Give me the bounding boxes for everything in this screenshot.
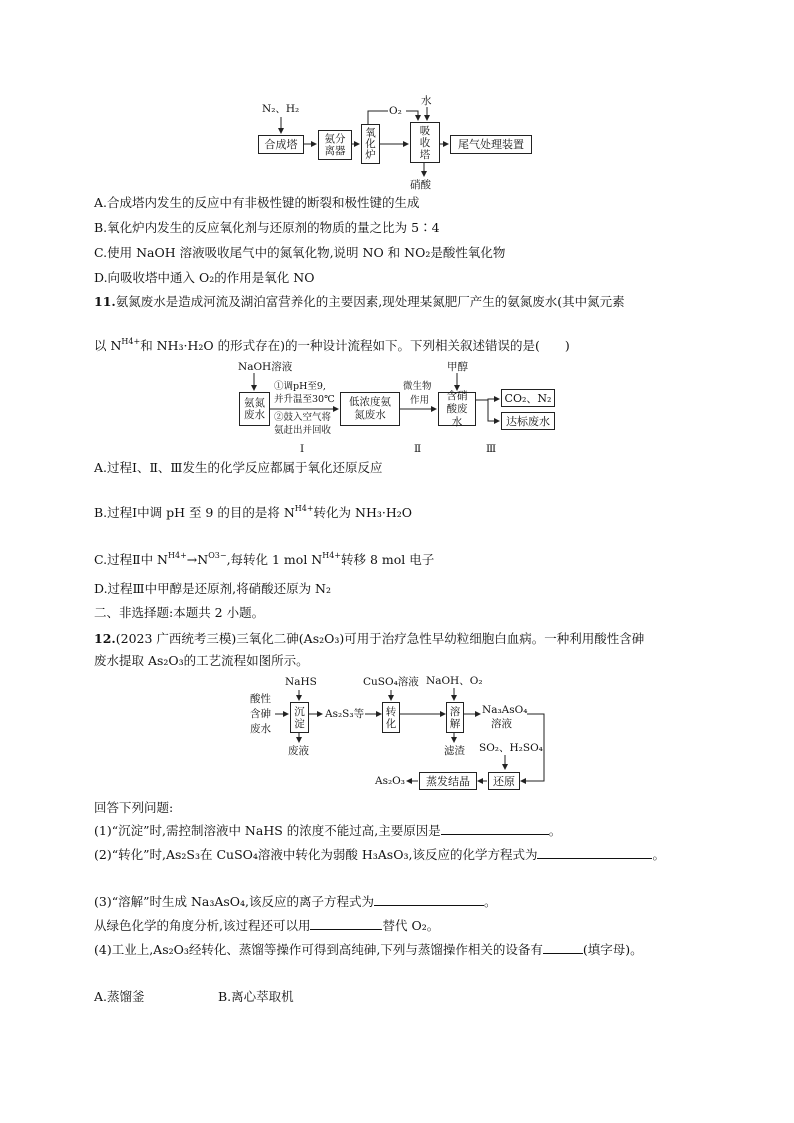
condition-2: 并升温至30℃	[274, 394, 335, 405]
synthesis-tower-box: 合成塔	[258, 135, 304, 154]
q12-part3b	[94, 917, 439, 934]
q12-number: 12.	[94, 631, 116, 646]
q12-part1-text: (1)“沉淀”时,需控制溶液中 NaHS 的浓度不能过高,主要原因是	[94, 823, 441, 838]
q11-option-d: D.过程Ⅲ中甲醇是还原剂,将硝酸还原为 N₂	[94, 581, 332, 596]
q12-part4-end: (填字母)。	[582, 942, 643, 957]
input-label-1: 酸性	[250, 693, 271, 705]
q12-part2-end: 。	[652, 847, 665, 862]
condition-3: ②鼓入空气将	[274, 412, 332, 423]
low-conc-wastewater-box: 低浓度氨氮废水	[340, 392, 400, 426]
q11-option-b-post: 转化为 NH₃·H₂O	[313, 505, 413, 520]
q12-part2	[94, 846, 665, 863]
q11-option-c-ion: H4+	[168, 551, 187, 560]
nitric-wastewater-box: 含硝酸废水	[438, 392, 476, 426]
reduction-box: 还原	[488, 772, 520, 790]
q12-part1-blank[interactable]	[441, 822, 549, 835]
conversion-box: 转化	[382, 702, 400, 733]
water-label: 水	[421, 95, 432, 107]
q12-part3-blank[interactable]	[374, 893, 484, 906]
condition-1: ①调pH至9,	[274, 381, 326, 392]
q11-number: 11.	[94, 294, 116, 309]
na3aso4-label: Na₃AsO₄	[482, 704, 528, 716]
compliant-water-box: 达标废水	[501, 412, 555, 430]
q10-option-b: B.氧化炉内发生的反应氧化剂与还原剂的物质的量之比为 5∶4	[94, 220, 440, 235]
q11-ion: H4+	[121, 337, 141, 346]
q12-option-a: A.蒸馏釜	[94, 989, 145, 1004]
q11-option-c-post: 转移 8 mol 电子	[341, 552, 435, 567]
co2-n2-box: CO₂、N₂	[501, 389, 555, 407]
q11-option-c-ion2: O3−	[208, 551, 227, 560]
q11-option-c-pre: C.过程Ⅱ中 N	[94, 552, 168, 567]
q12-part4	[94, 941, 643, 958]
q12-line1-text: (2023 广西统考三模)三氧化二砷(As₂O₃)可用于治疗急性早幼粒细胞白血病。一种利用酸性含砷	[115, 631, 645, 646]
q12-part3b-post: 替代 O₂。	[382, 918, 440, 933]
diagram1-input-label: N₂、H₂	[262, 103, 300, 115]
oxidation-furnace-box: 氧化炉	[361, 124, 380, 164]
naoh-o2-label: NaOH、O₂	[426, 675, 483, 687]
nitric-acid-label: 硝酸	[410, 179, 431, 191]
oxygen-label: O₂	[389, 105, 402, 117]
microbe-label-1: 微生物	[403, 381, 432, 392]
q12-part2-blank[interactable]	[537, 846, 652, 859]
q11-option-a: A.过程Ⅰ、Ⅱ、Ⅲ发生的化学反应都属于氧化还原反应	[94, 460, 383, 475]
q11-line2-post: 和 NH₃·H₂O 的形式存在)的一种设计流程如下。下列相关叙述错误的是( )	[140, 338, 570, 353]
q12-part1	[94, 822, 561, 839]
absorption-tower-box: 吸收塔	[410, 122, 440, 163]
q12-part3b-blank[interactable]	[310, 917, 382, 930]
q12-part4-blank[interactable]	[543, 941, 583, 954]
input-label-2: 含砷	[250, 708, 271, 720]
ammonia-separator-box: 氨分离器	[318, 130, 352, 160]
naoh-solution-label: NaOH溶液	[238, 361, 293, 373]
q12-part3b-pre: 从绿色化学的角度分析,该过程还可以用	[94, 918, 311, 933]
section-2-heading: 二、非选择题:本题共 2 小题。	[94, 605, 265, 620]
q12-part1-end: 。	[548, 823, 562, 838]
q11-line2-pre: 以 N	[94, 338, 122, 353]
q11-option-c-ion3: H4+	[322, 551, 342, 560]
q12-part4-text: (4)工业上,As₂O₃经转化、蒸馏等操作可得到高纯砷,下列与蒸馏操作相关的设备有	[94, 942, 543, 957]
q12-part3-end: 。	[484, 894, 497, 909]
q11-option-c-arrow: →N	[186, 552, 209, 567]
q11-option-b-pre: B.过程Ⅰ中调 pH 至 9 的目的是将 N	[94, 505, 295, 520]
q11-option-b-ion: H4+	[294, 504, 314, 513]
q11-line1-text: 氨氮废水是造成河流及湖泊富营养化的主要因素,现处理某氮肥厂产生的氨氮废水(其中氮元素	[115, 294, 625, 309]
filter-residue-label: 滤渣	[444, 745, 465, 757]
q12-part3-text: (3)“溶解”时生成 Na₃AsO₄,该反应的离子方程式为	[94, 894, 375, 909]
evaporation-crystallization-box: 蒸发结晶	[419, 772, 477, 790]
stage-1-label: Ⅰ	[300, 443, 305, 455]
stage-3-label: Ⅲ	[486, 443, 497, 455]
tail-gas-treatment-box: 尾气处理装置	[450, 135, 532, 154]
q10-option-c: C.使用 NaOH 溶液吸收尾气中的氮氧化物,说明 NO 和 NO₂是酸性氧化物	[94, 245, 506, 260]
q10-option-a: A.合成塔内发生的反应中有非极性键的断裂和极性键的生成	[94, 195, 420, 210]
input-label-3: 废水	[250, 723, 271, 735]
dissolution-box: 溶解	[446, 702, 464, 733]
as2s3-label: As₂S₃等	[325, 708, 365, 720]
methanol-label: 甲醇	[447, 361, 468, 373]
q12-part2-text: (2)“转化”时,As₂S₃在 CuSO₄溶液中转化为弱酸 H₃AsO₃,该反应的化学方程式为	[94, 847, 538, 862]
q11-option-c-mid: ,每转化 1 mol N	[226, 552, 323, 567]
condition-4: 氨赶出并回收	[274, 425, 332, 436]
waste-liquid-label: 废液	[288, 745, 309, 757]
q10-option-d: D.向吸收塔中通入 O₂的作用是氧化 NO	[94, 270, 315, 285]
microbe-label-2: 作用	[410, 395, 430, 406]
q12-option-b: B.离心萃取机	[218, 989, 294, 1004]
stage-2-label: Ⅱ	[414, 443, 422, 455]
as2o3-output-label: As₂O₃	[375, 775, 405, 787]
ammonia-wastewater-box: 氨氮废水	[239, 392, 270, 426]
q12-intro: 回答下列问题:	[94, 800, 174, 815]
so2-h2so4-label: SO₂、H₂SO₄	[479, 742, 543, 754]
nahs-label: NaHS	[285, 676, 317, 688]
cuso4-label: CuSO₄溶液	[363, 676, 419, 688]
precipitation-box: 沉淀	[290, 702, 309, 733]
q12-line2: 废水提取 As₂O₃的工艺流程如图所示。	[94, 653, 309, 668]
q12-part3	[94, 893, 497, 910]
solution-label: 溶液	[491, 718, 512, 730]
